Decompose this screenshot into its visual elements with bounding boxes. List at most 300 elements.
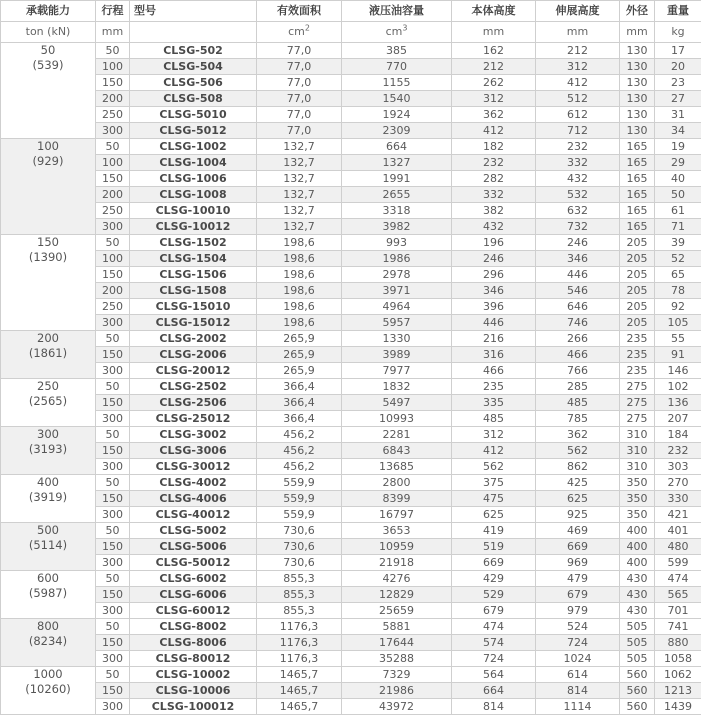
area-cell: 198,6 [257, 283, 342, 299]
stroke-cell: 250 [96, 299, 130, 315]
volume-cell: 17644 [342, 635, 452, 651]
table-row [1, 667, 701, 683]
volume-cell: 5881 [342, 619, 452, 635]
capacity-kn: (929) [32, 154, 64, 168]
weight-cell: 401 [655, 523, 701, 539]
model-cell: CLSG-1506 [130, 267, 257, 283]
stroke-cell: 150 [96, 539, 130, 555]
table-row [1, 571, 701, 587]
capacity-cell [1, 523, 96, 571]
area-cell: 1176,3 [257, 651, 342, 667]
area-cell: 198,6 [257, 251, 342, 267]
volume-cell: 1924 [342, 107, 452, 123]
extended-height-cell: 1024 [536, 651, 620, 667]
area-cell: 198,6 [257, 299, 342, 315]
stroke-cell: 100 [96, 59, 130, 75]
area-cell: 77,0 [257, 91, 342, 107]
model-cell: CLSG-2506 [130, 395, 257, 411]
body-height-cell: 466 [452, 363, 536, 379]
weight-cell: 330 [655, 491, 701, 507]
extended-height-cell: 469 [536, 523, 620, 539]
table-row [1, 299, 701, 315]
weight-cell: 1058 [655, 651, 701, 667]
extended-height-cell: 362 [536, 427, 620, 443]
body-height-cell: 669 [452, 555, 536, 571]
volume-cell: 35288 [342, 651, 452, 667]
outer-diameter-cell: 505 [620, 651, 655, 667]
outer-diameter-cell: 235 [620, 363, 655, 379]
extended-height-cell: 979 [536, 603, 620, 619]
outer-diameter-cell: 430 [620, 587, 655, 603]
volume-cell: 3971 [342, 283, 452, 299]
area-cell: 559,9 [257, 475, 342, 491]
body-height-cell: 335 [452, 395, 536, 411]
stroke-cell: 300 [96, 507, 130, 523]
area-cell: 366,4 [257, 379, 342, 395]
body-height-cell: 412 [452, 123, 536, 139]
body-height-cell: 346 [452, 283, 536, 299]
model-cell: CLSG-30012 [130, 459, 257, 475]
extended-height-cell: 814 [536, 683, 620, 699]
model-cell: CLSG-1504 [130, 251, 257, 267]
stroke-cell: 300 [96, 699, 130, 715]
area-cell: 77,0 [257, 107, 342, 123]
weight-cell: 232 [655, 443, 701, 459]
outer-diameter-cell: 310 [620, 427, 655, 443]
weight-cell: 599 [655, 555, 701, 571]
area-cell: 132,7 [257, 219, 342, 235]
body-height-cell: 162 [452, 43, 536, 59]
table-row [1, 267, 701, 283]
model-cell: CLSG-25012 [130, 411, 257, 427]
volume-cell: 12829 [342, 587, 452, 603]
model-cell: CLSG-10010 [130, 203, 257, 219]
outer-diameter-cell: 400 [620, 539, 655, 555]
extended-height-cell: 466 [536, 347, 620, 363]
table-row [1, 171, 701, 187]
weight-cell: 55 [655, 331, 701, 347]
capacity-cell [1, 667, 96, 715]
table-row [1, 139, 701, 155]
body-height-cell: 485 [452, 411, 536, 427]
extended-height-cell: 346 [536, 251, 620, 267]
outer-diameter-cell: 205 [620, 315, 655, 331]
area-cell: 132,7 [257, 171, 342, 187]
capacity-ton: 1000 [33, 667, 63, 681]
volume-cell: 1155 [342, 75, 452, 91]
volume-cell: 4276 [342, 571, 452, 587]
model-cell: CLSG-502 [130, 43, 257, 59]
outer-diameter-cell: 560 [620, 683, 655, 699]
outer-diameter-cell: 130 [620, 43, 655, 59]
table-row [1, 331, 701, 347]
extended-height-cell: 679 [536, 587, 620, 603]
table-row [1, 523, 701, 539]
extended-height-cell: 446 [536, 267, 620, 283]
model-cell: CLSG-10002 [130, 667, 257, 683]
body-height-cell: 396 [452, 299, 536, 315]
extended-height-cell: 266 [536, 331, 620, 347]
unit-outer-diameter: mm [620, 22, 655, 43]
weight-cell: 1439 [655, 699, 701, 715]
weight-cell: 184 [655, 427, 701, 443]
stroke-cell: 50 [96, 619, 130, 635]
area-cell: 1465,7 [257, 667, 342, 683]
weight-cell: 91 [655, 347, 701, 363]
model-cell: CLSG-1508 [130, 283, 257, 299]
volume-cell: 7977 [342, 363, 452, 379]
table-row [1, 651, 701, 667]
capacity-cell [1, 139, 96, 235]
body-height-cell: 375 [452, 475, 536, 491]
area-cell: 730,6 [257, 539, 342, 555]
body-height-cell: 235 [452, 379, 536, 395]
table-row [1, 395, 701, 411]
header-volume: 液压油容量 [342, 1, 452, 22]
extended-height-cell: 232 [536, 139, 620, 155]
body-height-cell: 212 [452, 59, 536, 75]
body-height-cell: 625 [452, 507, 536, 523]
stroke-cell: 150 [96, 267, 130, 283]
outer-diameter-cell: 165 [620, 187, 655, 203]
volume-cell: 3318 [342, 203, 452, 219]
unit-volume-exp: 3 [402, 23, 408, 33]
volume-cell: 5497 [342, 395, 452, 411]
capacity-kn: (8234) [28, 634, 68, 648]
table-row [1, 315, 701, 331]
model-cell: CLSG-5006 [130, 539, 257, 555]
stroke-cell: 300 [96, 363, 130, 379]
area-cell: 1176,3 [257, 619, 342, 635]
volume-cell: 3989 [342, 347, 452, 363]
outer-diameter-cell: 350 [620, 491, 655, 507]
stroke-cell: 300 [96, 459, 130, 475]
capacity-cell [1, 475, 96, 523]
table-row [1, 107, 701, 123]
area-cell: 366,4 [257, 395, 342, 411]
extended-height-cell: 512 [536, 91, 620, 107]
stroke-cell: 200 [96, 91, 130, 107]
extended-height-cell: 862 [536, 459, 620, 475]
stroke-cell: 150 [96, 171, 130, 187]
weight-cell: 39 [655, 235, 701, 251]
body-height-cell: 562 [452, 459, 536, 475]
capacity-ton: 50 [40, 43, 56, 57]
weight-cell: 207 [655, 411, 701, 427]
volume-cell: 7329 [342, 667, 452, 683]
weight-cell: 741 [655, 619, 701, 635]
area-cell: 77,0 [257, 59, 342, 75]
body-height-cell: 196 [452, 235, 536, 251]
volume-cell: 3653 [342, 523, 452, 539]
outer-diameter-cell: 400 [620, 523, 655, 539]
volume-cell: 2800 [342, 475, 452, 491]
extended-height-cell: 969 [536, 555, 620, 571]
weight-cell: 27 [655, 91, 701, 107]
table-row [1, 155, 701, 171]
stroke-cell: 300 [96, 555, 130, 571]
model-cell: CLSG-3002 [130, 427, 257, 443]
area-cell: 265,9 [257, 347, 342, 363]
model-cell: CLSG-100012 [130, 699, 257, 715]
volume-cell: 1986 [342, 251, 452, 267]
capacity-kn: (3193) [28, 442, 68, 456]
weight-cell: 136 [655, 395, 701, 411]
stroke-cell: 200 [96, 283, 130, 299]
outer-diameter-cell: 205 [620, 283, 655, 299]
extended-height-cell: 412 [536, 75, 620, 91]
stroke-cell: 300 [96, 123, 130, 139]
model-cell: CLSG-1008 [130, 187, 257, 203]
body-height-cell: 446 [452, 315, 536, 331]
area-cell: 559,9 [257, 491, 342, 507]
outer-diameter-cell: 310 [620, 459, 655, 475]
weight-cell: 92 [655, 299, 701, 315]
unit-model [130, 22, 257, 43]
outer-diameter-cell: 560 [620, 699, 655, 715]
extended-height-cell: 312 [536, 59, 620, 75]
model-cell: CLSG-5010 [130, 107, 257, 123]
weight-cell: 31 [655, 107, 701, 123]
model-cell: CLSG-15012 [130, 315, 257, 331]
volume-cell: 770 [342, 59, 452, 75]
area-cell: 77,0 [257, 43, 342, 59]
model-cell: CLSG-1006 [130, 171, 257, 187]
area-cell: 730,6 [257, 523, 342, 539]
model-cell: CLSG-506 [130, 75, 257, 91]
extended-height-cell: 246 [536, 235, 620, 251]
volume-cell: 664 [342, 139, 452, 155]
weight-cell: 105 [655, 315, 701, 331]
stroke-cell: 50 [96, 475, 130, 491]
outer-diameter-cell: 275 [620, 411, 655, 427]
table-row [1, 363, 701, 379]
model-cell: CLSG-5002 [130, 523, 257, 539]
stroke-cell: 300 [96, 651, 130, 667]
table-row [1, 123, 701, 139]
capacity-cell [1, 571, 96, 619]
extended-height-cell: 766 [536, 363, 620, 379]
extended-height-cell: 925 [536, 507, 620, 523]
model-cell: CLSG-2002 [130, 331, 257, 347]
table-row [1, 379, 701, 395]
outer-diameter-cell: 165 [620, 171, 655, 187]
volume-cell: 1991 [342, 171, 452, 187]
stroke-cell: 50 [96, 523, 130, 539]
unit-weight: kg [655, 22, 701, 43]
outer-diameter-cell: 310 [620, 443, 655, 459]
area-cell: 198,6 [257, 315, 342, 331]
capacity-kn: (1861) [28, 346, 68, 360]
unit-capacity: ton (kN) [1, 22, 96, 43]
extended-height-cell: 785 [536, 411, 620, 427]
table-row [1, 219, 701, 235]
weight-cell: 303 [655, 459, 701, 475]
table-row [1, 411, 701, 427]
outer-diameter-cell: 130 [620, 107, 655, 123]
capacity-kn: (2565) [28, 394, 68, 408]
volume-cell: 13685 [342, 459, 452, 475]
capacity-ton: 200 [37, 331, 59, 345]
body-height-cell: 316 [452, 347, 536, 363]
volume-cell: 993 [342, 235, 452, 251]
weight-cell: 1213 [655, 683, 701, 699]
body-height-cell: 724 [452, 651, 536, 667]
outer-diameter-cell: 400 [620, 555, 655, 571]
volume-cell: 385 [342, 43, 452, 59]
outer-diameter-cell: 165 [620, 219, 655, 235]
volume-cell: 6843 [342, 443, 452, 459]
outer-diameter-cell: 430 [620, 571, 655, 587]
model-cell: CLSG-1502 [130, 235, 257, 251]
model-cell: CLSG-4006 [130, 491, 257, 507]
table-row [1, 59, 701, 75]
body-height-cell: 432 [452, 219, 536, 235]
volume-cell: 25659 [342, 603, 452, 619]
capacity-cell [1, 427, 96, 475]
volume-cell: 1327 [342, 155, 452, 171]
stroke-cell: 50 [96, 331, 130, 347]
weight-cell: 61 [655, 203, 701, 219]
weight-cell: 50 [655, 187, 701, 203]
body-height-cell: 474 [452, 619, 536, 635]
body-height-cell: 679 [452, 603, 536, 619]
stroke-cell: 50 [96, 139, 130, 155]
table-row [1, 91, 701, 107]
outer-diameter-cell: 130 [620, 91, 655, 107]
outer-diameter-cell: 430 [620, 603, 655, 619]
table-row [1, 635, 701, 651]
area-cell: 456,2 [257, 427, 342, 443]
outer-diameter-cell: 165 [620, 155, 655, 171]
body-height-cell: 216 [452, 331, 536, 347]
extended-height-cell: 485 [536, 395, 620, 411]
model-cell: CLSG-1002 [130, 139, 257, 155]
capacity-kn: (3919) [28, 490, 68, 504]
weight-cell: 146 [655, 363, 701, 379]
header-area: 有效面积 [257, 1, 342, 22]
area-cell: 77,0 [257, 123, 342, 139]
weight-cell: 65 [655, 267, 701, 283]
table-row [1, 699, 701, 715]
stroke-cell: 150 [96, 491, 130, 507]
unit-stroke: mm [96, 22, 130, 43]
outer-diameter-cell: 165 [620, 139, 655, 155]
header-capacity: 承载能力 [1, 1, 96, 22]
capacity-ton: 150 [37, 235, 59, 249]
volume-cell: 3982 [342, 219, 452, 235]
extended-height-cell: 479 [536, 571, 620, 587]
volume-cell: 2978 [342, 267, 452, 283]
stroke-cell: 100 [96, 251, 130, 267]
weight-cell: 29 [655, 155, 701, 171]
stroke-cell: 150 [96, 587, 130, 603]
outer-diameter-cell: 205 [620, 267, 655, 283]
model-cell: CLSG-10012 [130, 219, 257, 235]
extended-height-cell: 646 [536, 299, 620, 315]
stroke-cell: 150 [96, 347, 130, 363]
stroke-cell: 250 [96, 107, 130, 123]
stroke-cell: 150 [96, 683, 130, 699]
model-cell: CLSG-10006 [130, 683, 257, 699]
outer-diameter-cell: 235 [620, 347, 655, 363]
area-cell: 132,7 [257, 139, 342, 155]
header-stroke: 行程 [96, 1, 130, 22]
outer-diameter-cell: 130 [620, 75, 655, 91]
weight-cell: 40 [655, 171, 701, 187]
weight-cell: 480 [655, 539, 701, 555]
model-cell: CLSG-6006 [130, 587, 257, 603]
table-row [1, 251, 701, 267]
table-row [1, 683, 701, 699]
capacity-kn: (5987) [28, 586, 68, 600]
area-cell: 77,0 [257, 75, 342, 91]
model-cell: CLSG-508 [130, 91, 257, 107]
unit-area-base: cm [288, 25, 305, 38]
capacity-cell [1, 43, 96, 139]
body-height-cell: 412 [452, 443, 536, 459]
outer-diameter-cell: 205 [620, 251, 655, 267]
area-cell: 265,9 [257, 363, 342, 379]
body-height-cell: 362 [452, 107, 536, 123]
area-cell: 366,4 [257, 411, 342, 427]
unit-extended-height: mm [536, 22, 620, 43]
stroke-cell: 50 [96, 379, 130, 395]
outer-diameter-cell: 165 [620, 203, 655, 219]
weight-cell: 474 [655, 571, 701, 587]
table-row [1, 235, 701, 251]
model-cell: CLSG-4002 [130, 475, 257, 491]
stroke-cell: 150 [96, 635, 130, 651]
header-outer-diameter: 外径 [620, 1, 655, 22]
body-height-cell: 664 [452, 683, 536, 699]
stroke-cell: 150 [96, 395, 130, 411]
capacity-ton: 500 [37, 523, 59, 537]
weight-cell: 19 [655, 139, 701, 155]
capacity-ton: 800 [37, 619, 59, 633]
extended-height-cell: 632 [536, 203, 620, 219]
model-cell: CLSG-8006 [130, 635, 257, 651]
capacity-cell [1, 235, 96, 331]
outer-diameter-cell: 560 [620, 667, 655, 683]
stroke-cell: 250 [96, 203, 130, 219]
body-height-cell: 246 [452, 251, 536, 267]
body-height-cell: 262 [452, 75, 536, 91]
stroke-cell: 150 [96, 75, 130, 91]
area-cell: 855,3 [257, 587, 342, 603]
table-row [1, 491, 701, 507]
volume-cell: 4964 [342, 299, 452, 315]
model-cell: CLSG-504 [130, 59, 257, 75]
weight-cell: 565 [655, 587, 701, 603]
area-cell: 456,2 [257, 459, 342, 475]
body-height-cell: 232 [452, 155, 536, 171]
outer-diameter-cell: 205 [620, 299, 655, 315]
table-row [1, 555, 701, 571]
unit-volume [342, 22, 452, 43]
table-row [1, 75, 701, 91]
body-height-cell: 564 [452, 667, 536, 683]
area-cell: 730,6 [257, 555, 342, 571]
body-height-cell: 814 [452, 699, 536, 715]
body-height-cell: 475 [452, 491, 536, 507]
outer-diameter-cell: 505 [620, 619, 655, 635]
extended-height-cell: 625 [536, 491, 620, 507]
volume-cell: 1540 [342, 91, 452, 107]
table-row [1, 619, 701, 635]
stroke-cell: 50 [96, 667, 130, 683]
extended-height-cell: 546 [536, 283, 620, 299]
